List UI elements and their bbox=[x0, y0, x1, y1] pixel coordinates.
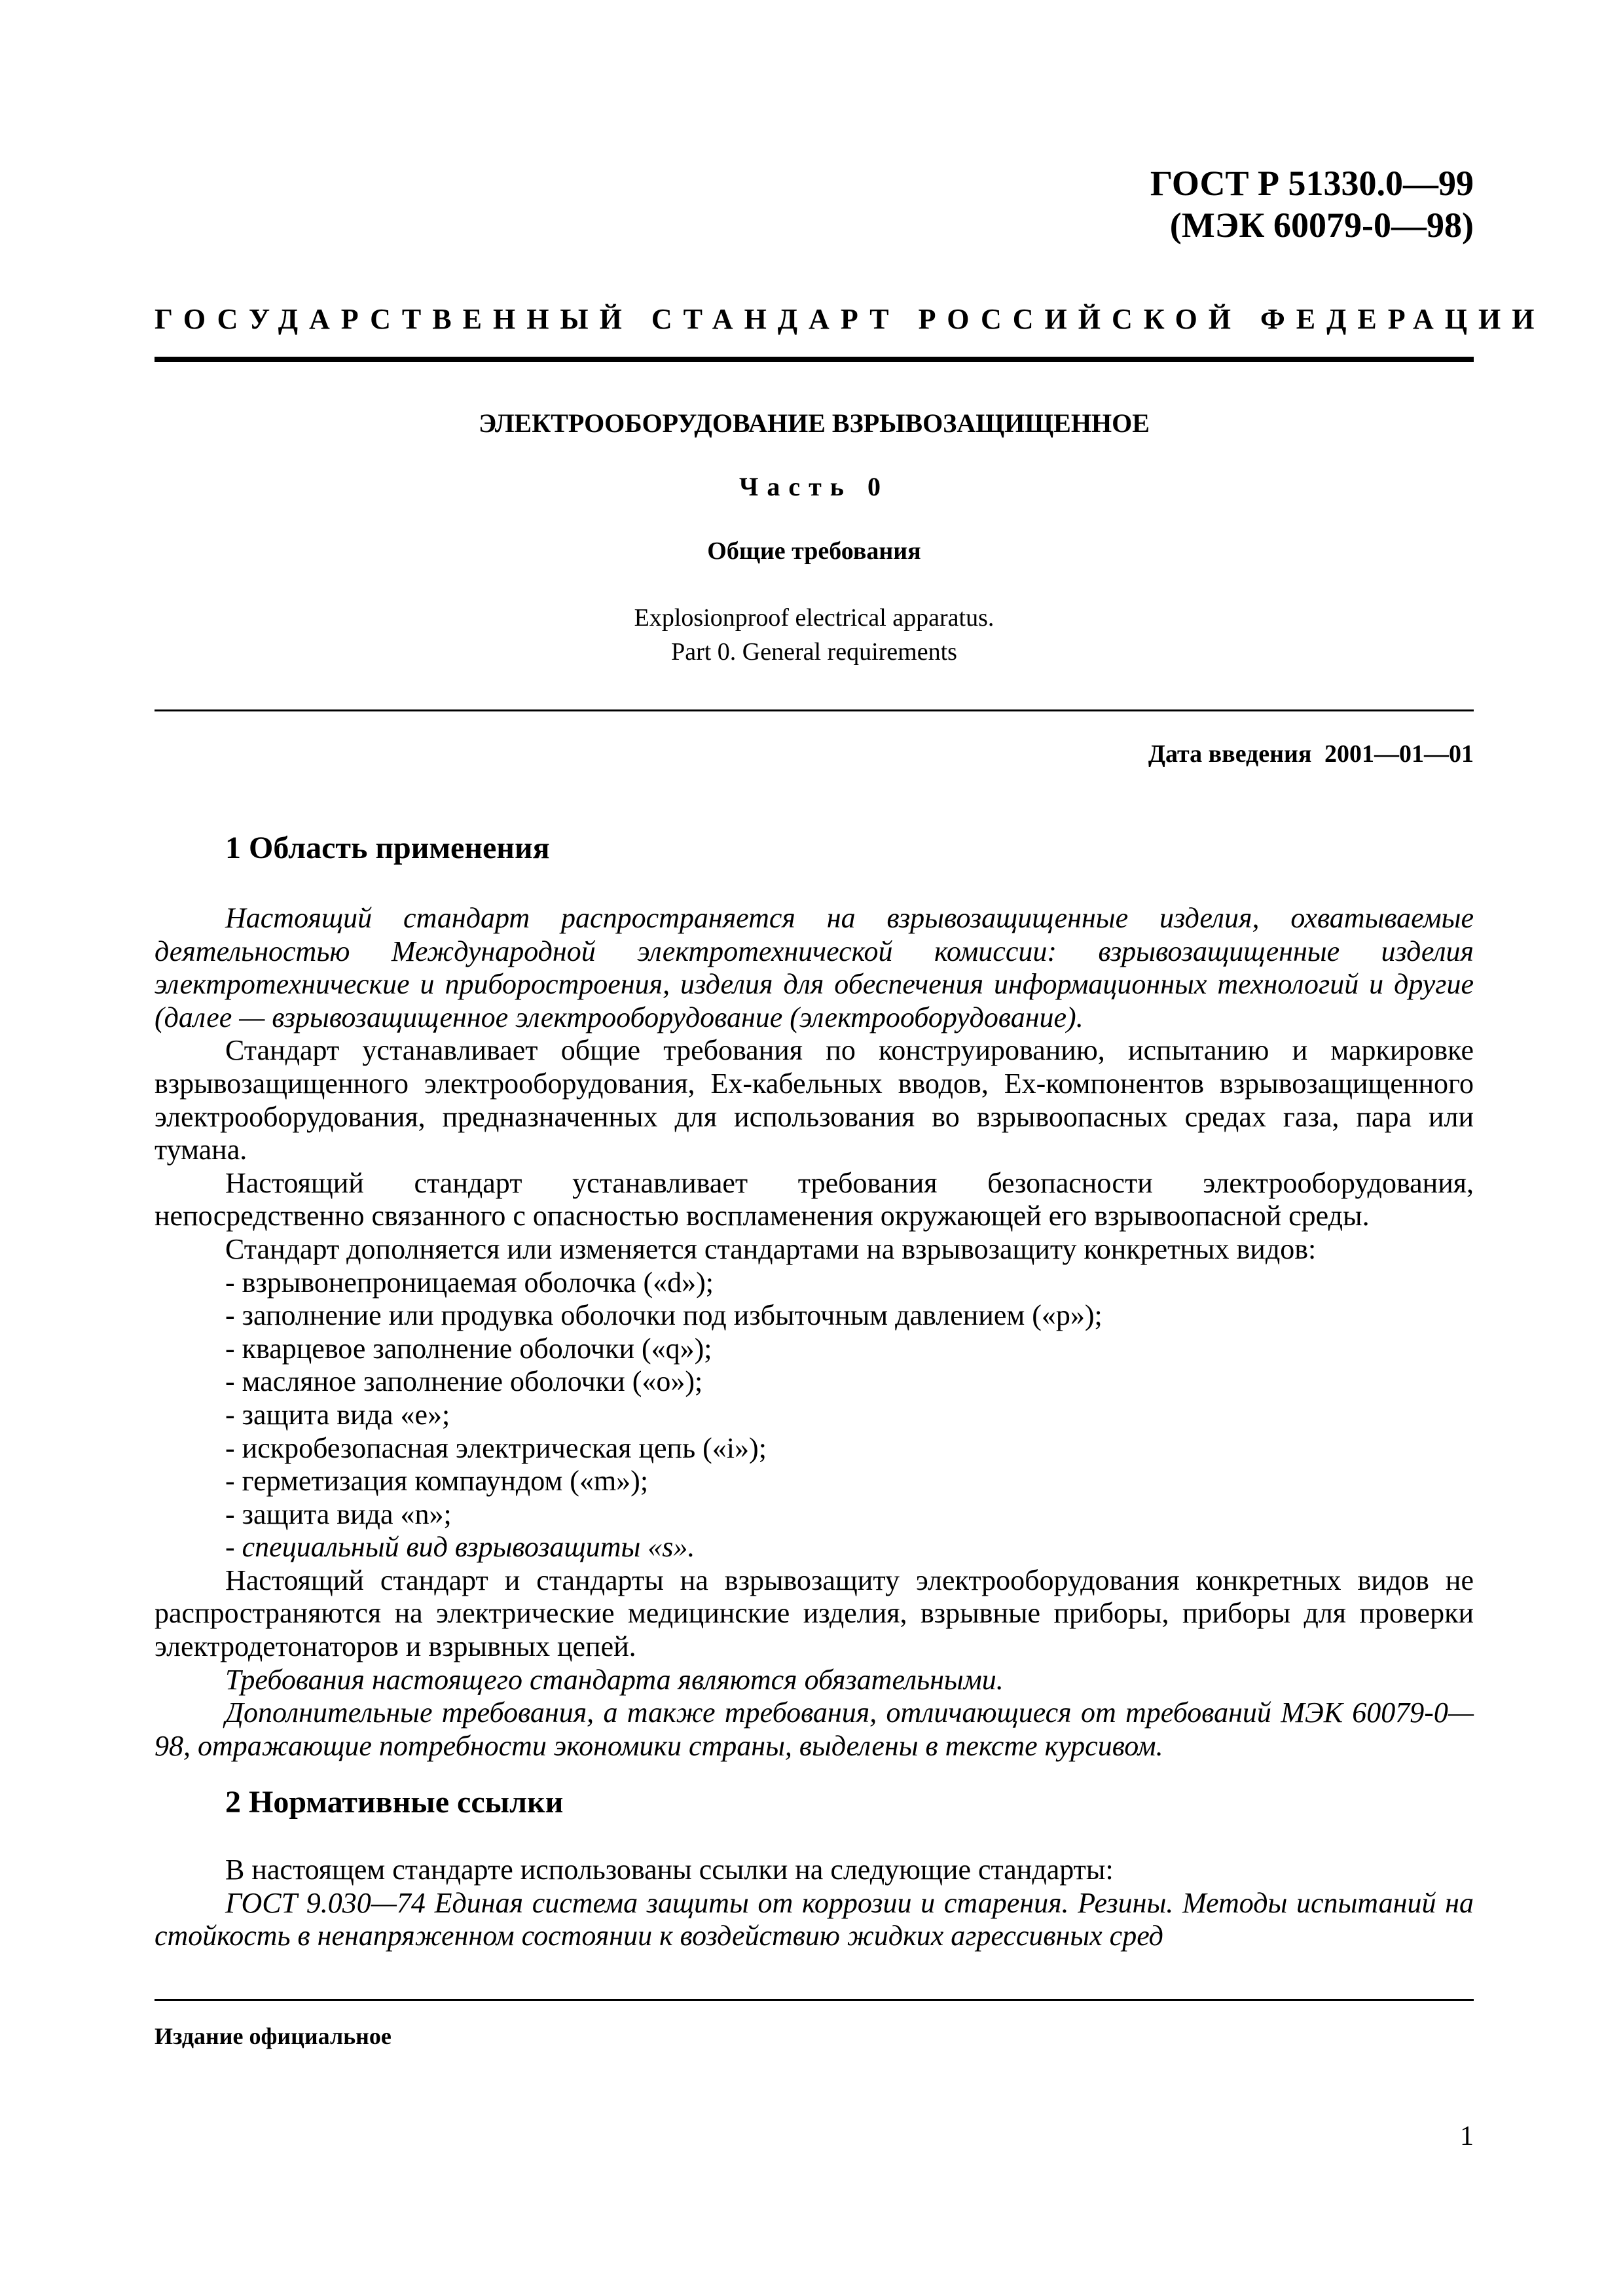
header-divider bbox=[155, 357, 1474, 362]
part-label: Часть 0 bbox=[739, 472, 889, 501]
list-item: - защита вида «n»; bbox=[225, 1498, 452, 1530]
paragraph: Стандарт устанавливает общие требования по конструированию, испытанию и маркировке взрывозащищенного электрооборудования, Ex-кабельных вводов, Ex-компонентов взрывозащищенного электрооборудования, предназначенных для использования во взрывоопасных средах газа, пара или тумана. bbox=[155, 1034, 1474, 1166]
english-title bbox=[155, 601, 1474, 669]
paragraph: Настоящий стандарт и стандарты на взрывозащиту электрооборудования конкретных видов не распространяются на электрические медицинские изделия, взрывные приборы, приборы для проверки электродетонаторов и взрывных цепей. bbox=[155, 1564, 1474, 1663]
official-edition-label: Издание официальное bbox=[155, 2023, 392, 2049]
paragraph: Стандарт дополняется или изменяется стандартами на взрывозащиту конкретных видов: bbox=[225, 1232, 1317, 1265]
state-standard-banner: ГОСУДАРСТВЕННЫЙ СТАНДАРТ РОССИЙСКОЙ ФЕДЕРАЦИИ bbox=[155, 303, 1546, 335]
paragraph: Настоящий стандарт распространяется на взрывозащищенные изделия, охватываемые деятельностью Международной электротехнической комиссии: взрывозащищенные изделия электротехнические и приборостроения, изделия для обеспечения информационных технологий и другие (далее — взрывозащищенное электрооборудование (электрооборудование). bbox=[155, 902, 1474, 1033]
footer-divider bbox=[155, 1999, 1474, 2001]
list-item: - взрывонепроницаемая оболочка («d»); bbox=[225, 1266, 714, 1299]
list-item: - защита вида «е»; bbox=[225, 1398, 450, 1431]
list-item: - искробезопасная электрическая цепь («i»); bbox=[225, 1431, 767, 1464]
gost-number: ГОСТ Р 51330.0—99 bbox=[1150, 164, 1474, 203]
paragraph: В настоящем стандарте использованы ссылки на следующие стандарты: bbox=[225, 1854, 1114, 1886]
section-2-body bbox=[155, 1854, 1474, 1953]
title-divider bbox=[155, 709, 1474, 711]
introduction-date-value: 2001—01—01 bbox=[1324, 740, 1474, 768]
protection-types-list bbox=[155, 1266, 1474, 1564]
paragraph: Требования настоящего стандарта являются обязательными. bbox=[225, 1663, 1004, 1696]
section-2-heading: 2 Нормативные ссылки bbox=[225, 1785, 564, 1820]
section-1-body bbox=[155, 902, 1474, 1763]
list-item: - заполнение или продувка оболочки под избыточным давлением («р»); bbox=[225, 1299, 1103, 1332]
list-item: - специальный вид взрывозащиты «s». bbox=[225, 1531, 695, 1564]
page-number: 1 bbox=[1460, 2121, 1474, 2151]
paragraph: Настоящий стандарт устанавливает требования безопасности электрооборудования, непосредственно связанного с опасностью воспламенения окружающей его взрывоопасной среды. bbox=[155, 1166, 1474, 1232]
introduction-date-label: Дата введения bbox=[1148, 740, 1312, 768]
document-subtitle: Общие требования bbox=[707, 537, 921, 565]
paragraph: Дополнительные требования, а также требования, отличающиеся от требований МЭК 60079-0—98, отражающие потребности экономики страны, выделены в тексте курсивом. bbox=[155, 1696, 1474, 1762]
list-item: - кварцевое заполнение оболочки («q»); bbox=[225, 1332, 712, 1365]
document-title: ЭЛЕКТРООБОРУДОВАНИЕ ВЗРЫВОЗАЩИЩЕННОЕ bbox=[479, 408, 1150, 438]
standard-designation bbox=[1150, 162, 1474, 246]
paragraph: ГОСТ 9.030—74 Единая система защиты от коррозии и старения. Резины. Методы испытаний на стойкость в ненапряженном состоянии к воздействию жидких агрессивных сред bbox=[155, 1886, 1474, 1952]
list-item: - масляное заполнение оболочки («о»); bbox=[225, 1365, 703, 1398]
section-1-heading: 1 Область применения bbox=[225, 831, 550, 865]
iec-number: (МЭК 60079-0—98) bbox=[1169, 206, 1474, 245]
english-title-line-1: Explosionproof electrical apparatus. bbox=[634, 604, 994, 632]
introduction-date bbox=[1142, 740, 1474, 768]
english-title-line-2: Part 0. General requirements bbox=[671, 638, 957, 666]
list-item: - герметизация компаундом («m»); bbox=[225, 1465, 649, 1498]
